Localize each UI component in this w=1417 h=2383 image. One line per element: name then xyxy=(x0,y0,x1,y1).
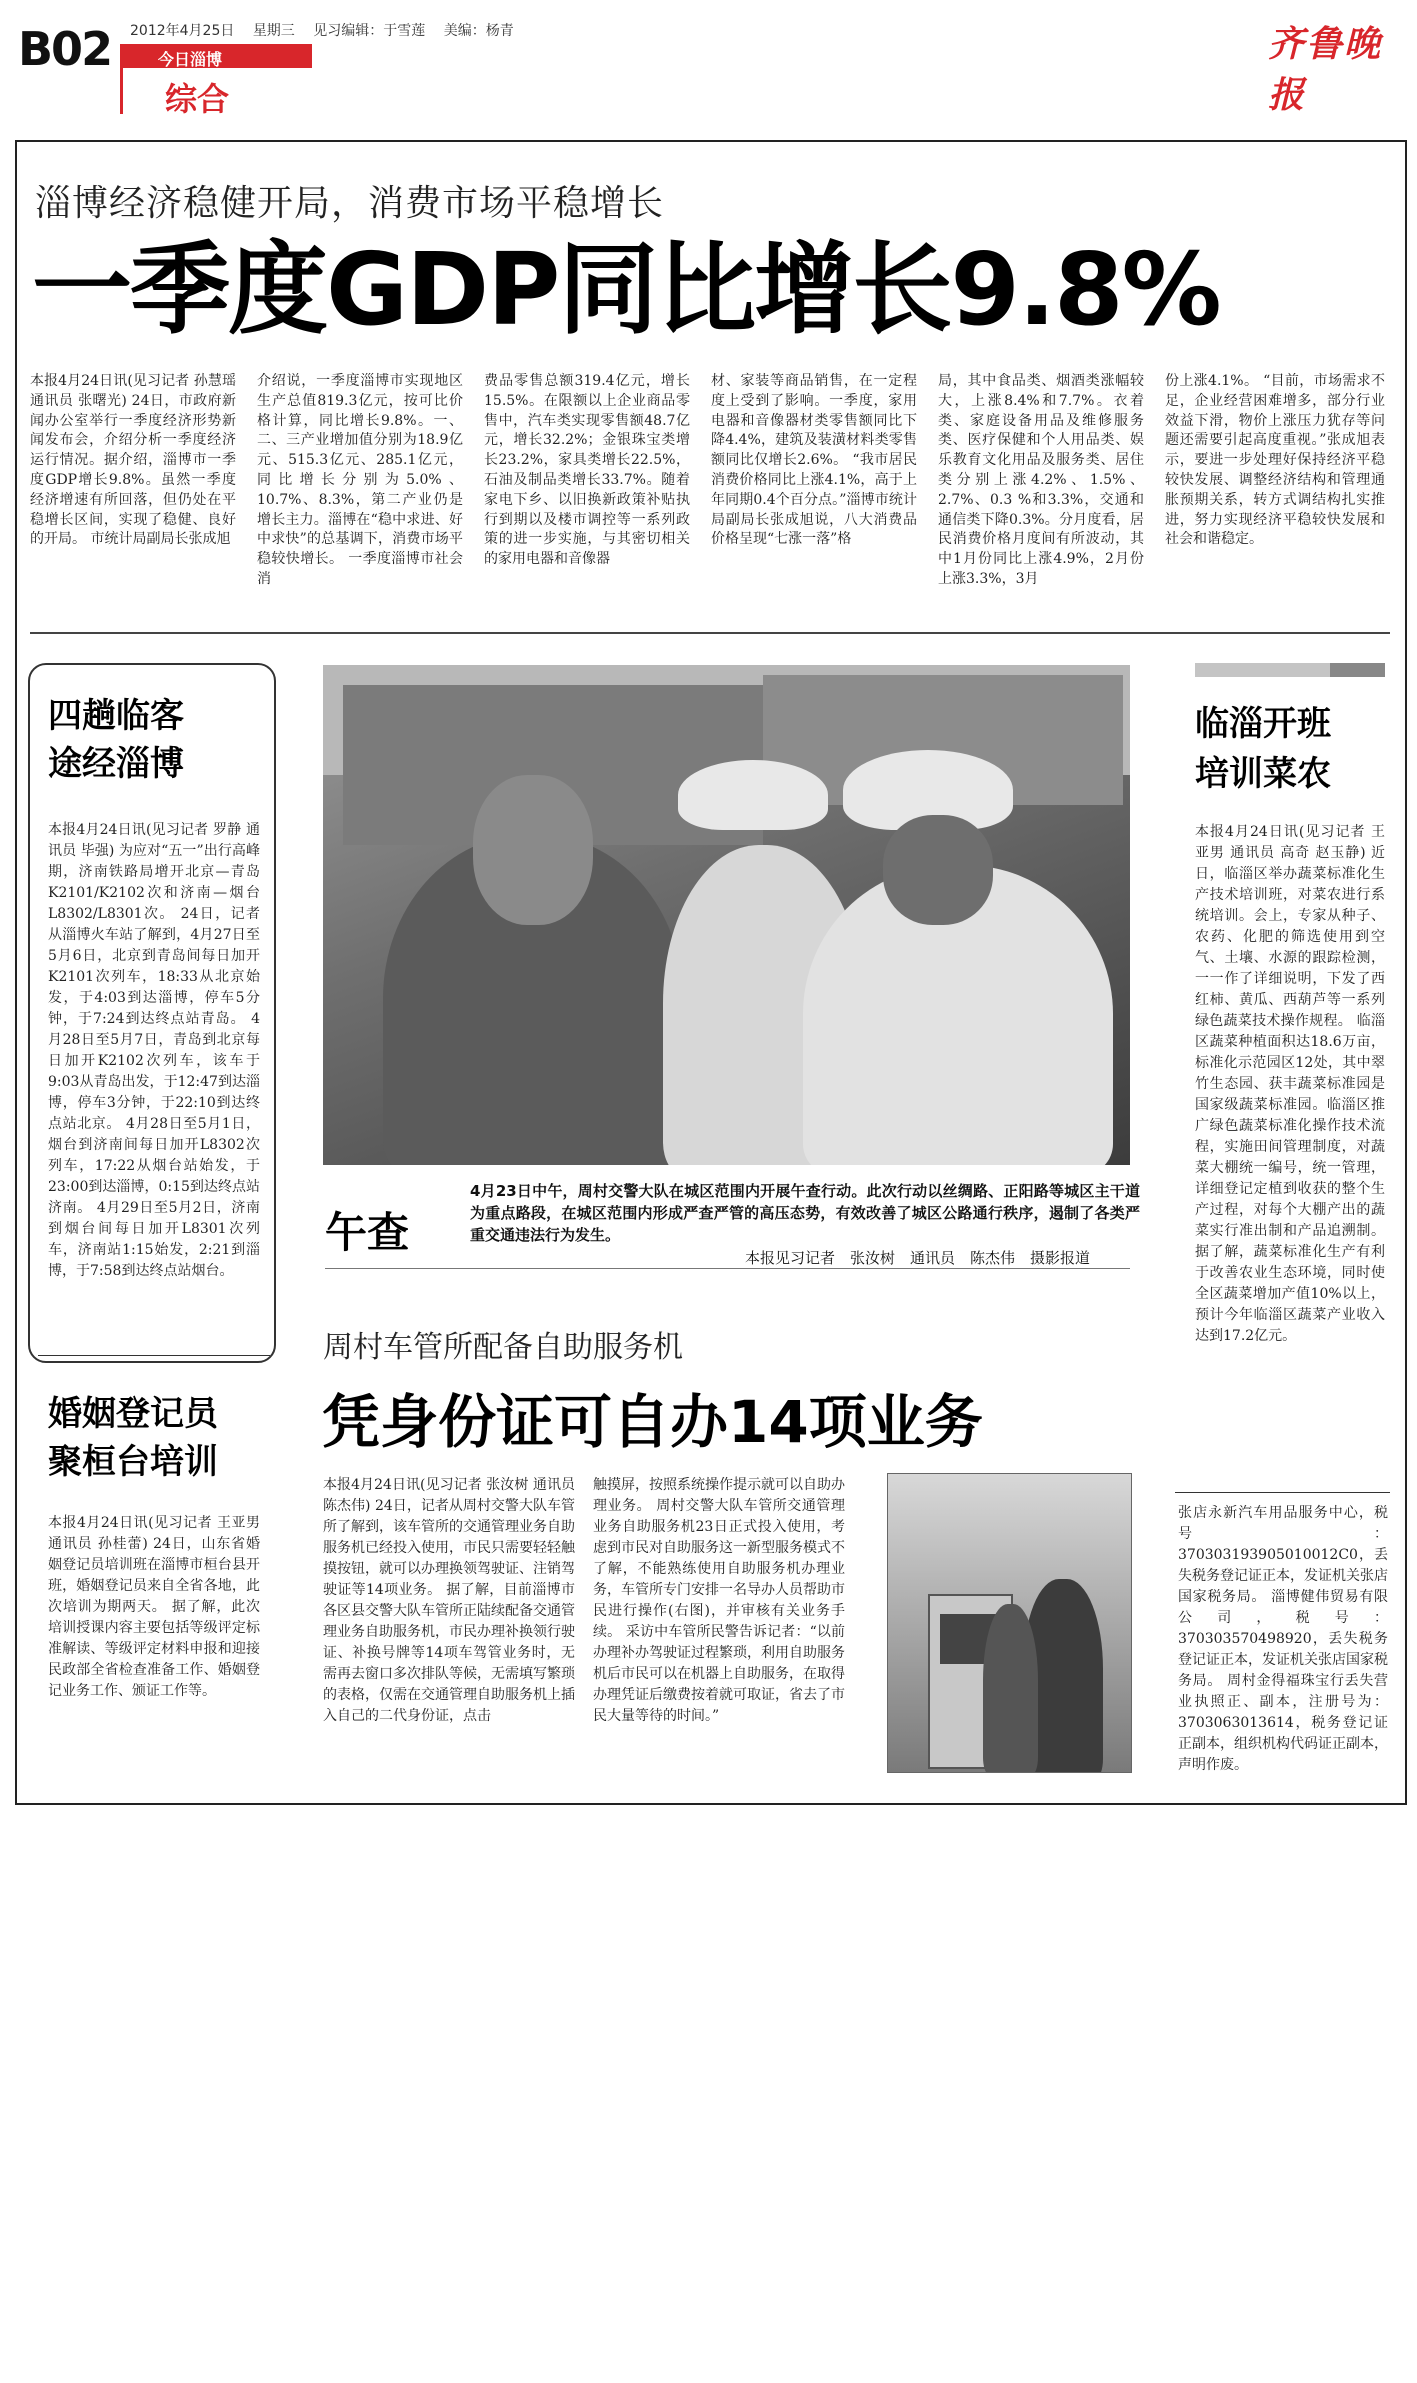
news-photo-self-service-kiosk xyxy=(887,1473,1132,1773)
left-box2-title-line2: 聚桓台培训 xyxy=(48,1442,218,1482)
news-photo-traffic-police xyxy=(323,665,1130,1165)
bottom-story-column-1: 本报4月24日讯(见习记者 张汝树 通讯员 陈杰伟) 24日，记者从周村交警大队车管所了解到，该车管所的交通管理业务自助服务机已经投入使用，市民只需要轻轻触摸按钮，就可以办理换领驾驶证、注销驾驶证等14项业务。 据了解，目前淄博市各区县交警大队车管所正陆续配备交通管理业务自助服务机，市民办理补换领行驶证、补换号牌等14项车驾管业务时，无需再去窗口多次排队等候，无需填写繁琐的表格，仅需在交通管理自助服务机上插入自己的二代身份证，点击 xyxy=(323,1477,575,1724)
top-story-column-4: 材、家装等商品销售，在一定程度上受到了影响。一季度，家用电器和音像器材类零售额同比下降4.4%，建筑及装潢材料类零售额同比仅增长2.6%。 “我市居民消费价格同比上涨4.1%，高于上年同期0.4个百分点。”淄博市统计局副局长张成旭说，八大消费品价格呈现“七涨一落”格 xyxy=(711,373,917,548)
bottom-story-column-2: 触摸屏，按照系统操作提示就可以自助办理业务。 周村交警大队车管所交通管理业务自助服务机23日正式投入使用，考虑到市民对自助服务这一新型服务模式不了解，不能熟练使用自助服务机办理业务，车管所专门安排一名导办人员帮助市民进行操作(右图)，并审核有关业务手续。 采访中车管所民警告诉记者：“以前办理补办驾驶证过程繁琐，利用自助服务机后市民可以在机器上自助服务，在取得办理凭证后缴费按着就可取证，省去了市民大量等待的时间。” xyxy=(593,1477,845,1724)
bottom-story-subtitle: 周村车管所配备自助服务机 xyxy=(323,1330,683,1365)
top-story-column-6: 份上涨4.1%。 “目前，市场需求不足，企业经营困难增多，部分行业效益下滑，物价上涨压力犹存等问题还需要引起高度重视。”张成旭表示，要进一步处理好保持经济平稳较快发展、调整经济结构和管理通胀预期关系，转方式调结构扎实推进，努力实现经济平稳较快发展和社会和谐稳定。 xyxy=(1165,373,1385,548)
top-story-column-3: 费品零售总额319.4亿元，增长15.5%。在限额以上企业商品零售中，汽车类实现零售额48.7亿元，增长32.2%；金银珠宝类增长23.2%，家具类增长22.5%，石油及制品类增长33.7%。随着家电下乡、以旧换新政策补贴执行到期以及楼市调控等一系列政策的进一步实施，与其密切相关的家用电器和音像器 xyxy=(484,373,690,568)
photo-credit: 本报见习记者 张汝树 通讯员 陈杰伟 摄影报道 xyxy=(745,1249,1091,1267)
top-story-rule xyxy=(30,632,1390,634)
right-story-title-line2: 培训菜农 xyxy=(1195,754,1331,794)
designer-credit: 美编：杨青 xyxy=(443,23,514,39)
photo-label: 午查 xyxy=(325,1208,410,1257)
top-story-subtitle: 淄博经济稳健开局，消费市场平稳增长 xyxy=(35,183,665,224)
page-number: B02 xyxy=(18,22,112,76)
left-box1-title-line1: 四趟临客 xyxy=(48,696,184,736)
left-box2-title-line1: 婚姻登记员 xyxy=(48,1394,218,1434)
top-story-title: 一季度GDP同比增长9.8% xyxy=(32,231,1220,348)
section-tag: 今日淄博 xyxy=(122,44,312,68)
editor-credit: 见习编辑：于雪莲 xyxy=(313,23,426,39)
left-box1-text: 本报4月24日讯(见习记者 罗静 通讯员 毕强) 为应对“五一”出行高峰期，济南铁路局增开北京—青岛K2101/K2102次和济南—烟台L8302/L8301次。 24日，记者从淄博火车站了解到，4月27日至5月6日，北京到青岛间每日加开K2101次列车，18:33从北京始发，于4:03到达淄博，停车5分钟，于7:24到达终点站青岛。 4月28日至5月7日，青岛到北京每日加开K2102次列车，该车于9:03从青岛出发，于12:47到达淄博，停车3分钟，于22:10到达终点站北京。 4月28日至5月1日，烟台到济南间每日加开L8302次列车，17:22从烟台站始发，于23:00到达淄博，0:15到达终点站济南。 4月29日至5月2日，济南到烟台间每日加开L8301次列车，济南站1:15始发，2:21到淄博，于7:58到达终点站烟台。 xyxy=(48,822,260,1279)
left-box-divider xyxy=(38,1355,270,1356)
left-box1-title-line2: 途经淄博 xyxy=(48,744,184,784)
left-box2-text: 本报4月24日讯(见习记者 王亚男 通讯员 孙桂蕾) 24日，山东省婚姻登记员培训班在淄博市桓台县开班，婚姻登记员来自全省各地，此次培训为期两天。 据了解，此次培训授课内容主要包括等级评定标准解读、等级评定材料申报和迎接民政部全省检查准备工作、婚姻登记业务工作、颁证工作等。 xyxy=(48,1515,260,1699)
public-notices: 张店永新汽车用品服务中心，税号：370303193905010012C0，丢失税务登记证正本，发证机关张店国家税务局。 淄博健伟贸易有限公司，税号：370303570498920，丢失税务登记证正本，发证机关张店国家税务局。 周村金得福珠宝行丢失营业执照正、副本，注册号为：370306301361​4，税务登记证正副本，组织机构代码证正副本，声明作废。 xyxy=(1178,1505,1388,1773)
photo-caption: 4月23日中午，周村交警大队在城区范围内开展午查行动。此次行动以丝绸路、正阳路等城区主干道为重点路段，在城区范围内形成严查严管的高压态势，有效改善了城区公路通行秩序，遏制了各类严重交通违法行为发生。 xyxy=(470,1182,1140,1244)
issue-weekday: 星期三 xyxy=(252,23,295,39)
top-story-column-5: 局，其中食品类、烟酒类涨幅较大，上涨8.4%和7.7%。衣着类、家庭设备用品及维修服务类、医疗保健和个人用品类、娱乐教育文化用品及服务类、居住类分别上涨4.2%、1.5%、2.7%、0.3 %和3.3%，交通和通信类下降0.3%。分月度看，居民消费价格月度间有所波动，其中1月份同比上涨4.9%，2月份上涨3.3%，3月 xyxy=(938,373,1144,587)
bottom-story-title: 凭身份证可自办14项业务 xyxy=(322,1388,983,1456)
section-name: 综合 xyxy=(165,80,230,118)
issue-date: 2012年4月25日 xyxy=(130,23,235,39)
top-story-column-2: 介绍说，一季度淄博市实现地区生产总值819.3亿元，按可比价格计算，同比增长9.8%。一、二、三产业增加值分别为18.9亿元、515.3亿元、285.1亿元，同比增长分别为5.0%、10.7%、8.3%，第二产业仍是增长主力。淄博在“稳中求进、好中求快”的总基调下，消费市场平稳较快增长。 一季度淄博市社会消 xyxy=(257,373,463,587)
notices-rule xyxy=(1175,1492,1390,1493)
header-meta xyxy=(130,20,528,40)
photo-story-rule xyxy=(325,1268,1130,1269)
right-story-text: 本报4月24日讯(见习记者 王亚男 通讯员 高奇 赵玉静) 近日，临淄区举办蔬菜标准化生产技术培训班，对菜农进行系统培训。会上，专家从种子、农药、化肥的筛选使用到空气、土壤、水源的跟踪检测，一一作了详细说明，下发了西红柿、黄瓜、西葫芦等一系列绿色蔬菜技术操作规程。 临淄区蔬菜种植面积达18.6万亩，标准化示范园区12处，其中翠竹生态园、获丰蔬菜标准园是国家级蔬菜标准园。临淄区推广绿色蔬菜标准化操作技术流程，实施田间管理制度，对蔬菜大棚统一编号，统一管理，详细登记定植到收获的整个生产过程，对每个大棚产出的蔬菜实行准出制和产品追溯制。 据了解，蔬菜标准化生产有利于改善农业生态环境，同时使全区蔬菜增加产值10%以上，预计今年临淄区蔬菜产业收入达到17.2亿元。 xyxy=(1195,824,1385,1344)
right-column-bar-accent xyxy=(1330,663,1385,677)
right-story-title-line1: 临淄开班 xyxy=(1195,704,1331,744)
newspaper-logo: 齐鲁晚报 xyxy=(1268,23,1383,116)
top-story-column-1: 本报4月24日讯(见习记者 孙慧瑶 通讯员 张曙光) 24日，市政府新闻办公室举行一季度经济形势新闻发布会，介绍分析一季度经济运行情况。据介绍，淄博市一季度GDP增长9.8%。虽然一季度经济增速有所回落，但仍处在平稳增长区间，实现了稳健、良好的开局。 市统计局副局长张成旭 xyxy=(30,373,236,548)
